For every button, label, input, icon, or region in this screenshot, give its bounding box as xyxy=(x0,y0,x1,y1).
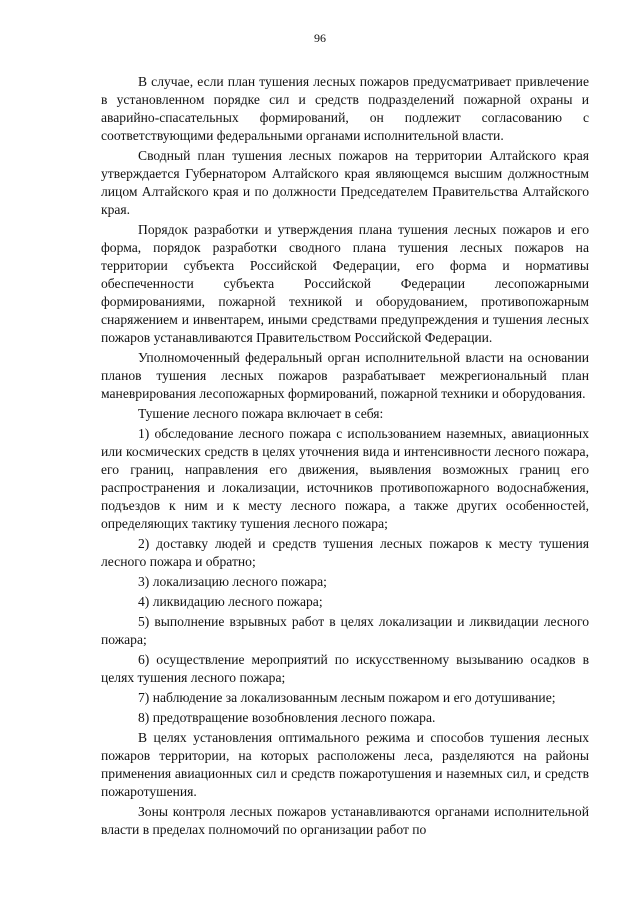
list-item: 2) доставку людей и средств тушения лесных пожаров к месту тушения лесного пожара и обратно; xyxy=(101,536,589,569)
paragraph: Порядок разработки и утверждения плана тушения лесных пожаров и его форма, порядок разработки сводного плана тушения лесных пожаров на территории субъекта Российской Федерации, его форма и нормативы обеспеченности субъекта Российской Федерации лесопожарными формированиями, пожарной техникой и оборудованием, противопожарным снаряжением и инвентарем, иными средствами предупреждения и тушения лесных пожаров устанавливаются Правительством Российской Федерации. xyxy=(101,222,589,345)
page-number: 96 xyxy=(314,31,326,45)
paragraph: Уполномоченный федеральный орган исполнительной власти на основании планов тушения лесных пожаров разрабатывает межрегиональный план маневрирования лесопожарных формирований, пожарной техники и оборудования. xyxy=(101,350,589,401)
paragraph: Сводный план тушения лесных пожаров на территории Алтайского края утверждается Губернатором Алтайского края являющемся высшим должностным лицом Алтайского края и по должности Председателем Правительства Алтайского края. xyxy=(101,148,589,217)
body-text xyxy=(101,73,589,839)
paragraph: В целях установления оптимального режима и способов тушения лесных пожаров территории, на которых расположены леса, разделяются на районы применения авиационных сил и средств пожаротушения и наземных сил, и средств пожаротушения. xyxy=(101,730,589,799)
list-item: 1) обследование лесного пожара с использованием наземных, авиационных или космических средств в целях уточнения вида и интенсивности лесного пожара, его границ, направления его движения, выявления возможных границ его распространения и локализации, источников противопожарного водоснабжения, подъездов к ним и к месту лесного пожара, а также других особенностей, определяющих тактику тушения лесного пожара; xyxy=(101,426,589,531)
paragraph: В случае, если план тушения лесных пожаров предусматривает привлечение в установленном порядке сил и средств подразделений пожарной охраны и аварийно-спасательных формирований, он подлежит согласованию с соответствующими федеральными органами исполнительной власти. xyxy=(101,74,589,143)
list-item: 5) выполнение взрывных работ в целях локализации и ликвидации лесного пожара; xyxy=(101,614,589,647)
list-item: 3) локализацию лесного пожара; xyxy=(138,574,327,589)
paragraph: Тушение лесного пожара включает в себя: xyxy=(138,406,384,421)
list-item: 4) ликвидацию лесного пожара; xyxy=(138,594,323,609)
list-item: 7) наблюдение за локализованным лесным пожаром и его дотушивание; xyxy=(138,690,556,705)
paragraph: Зоны контроля лесных пожаров устанавливаются органами исполнительной власти в пределах полномочий по организации работ по xyxy=(101,804,589,837)
list-item: 8) предотвращение возобновления лесного пожара. xyxy=(138,710,436,725)
list-item: 6) осуществление мероприятий по искусственному вызыванию осадков в целях тушения лесного пожара; xyxy=(101,652,589,685)
